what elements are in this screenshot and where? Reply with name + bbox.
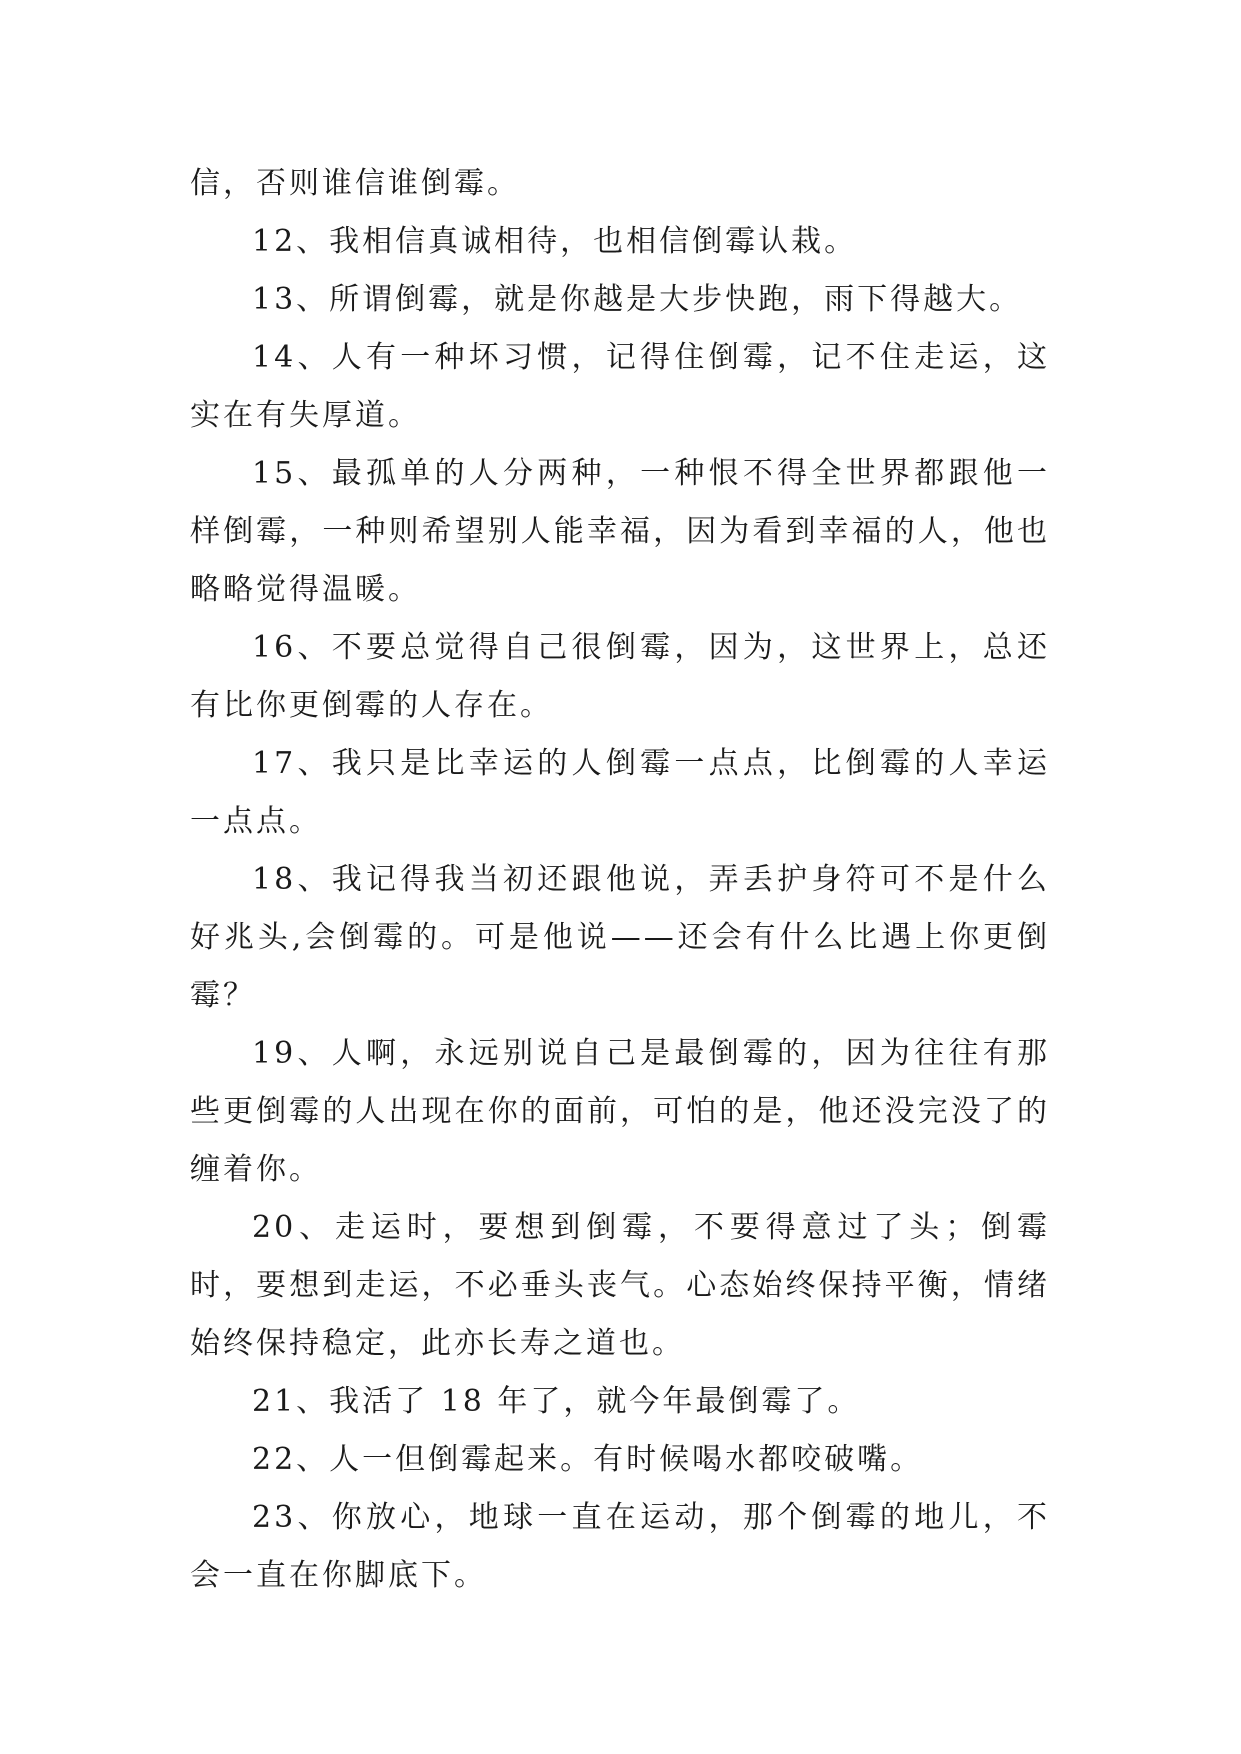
paragraph-12: 12、我相信真诚相待，也相信倒霉认栽。 [252,224,858,259]
paragraph-13: 13、所谓倒霉，就是你越是大步快跑，雨下得越大。 [252,282,1023,317]
paragraph-18: 18、我记得我当初还跟他说，弄丢护身符可不是什么好兆头,会倒霉的。可是他说——还会有什么比遇上你更倒霉？ [190,862,1050,1013]
paragraph-14: 14、人有一种坏习惯，记得住倒霉，记不住走运，这实在有失厚道。 [190,340,1050,433]
paragraph-20: 20、走运时，要想到倒霉，不要得意过了头；倒霉时，要想到走运，不必垂头丧气。心态始终保持平衡，情绪始终保持稳定，此亦长寿之道也。 [190,1210,1050,1361]
paragraph-21: 21、我活了 18 年了，就今年最倒霉了。 [252,1384,861,1419]
paragraph-23: 23、你放心，地球一直在运动，那个倒霉的地儿，不会一直在你脚底下。 [190,1500,1050,1593]
paragraph-22: 22、人一但倒霉起来。有时候喝水都咬破嘴。 [252,1442,924,1477]
paragraph-16: 16、不要总觉得自己很倒霉，因为，这世界上，总还有比你更倒霉的人存在。 [190,630,1050,723]
paragraph-15: 15、最孤单的人分两种，一种恨不得全世界都跟他一样倒霉，一种则希望别人能幸福，因为看到幸福的人，他也略略觉得温暖。 [190,456,1050,607]
document-body [190,155,1050,1605]
paragraph-continuation: 信，否则谁信谁倒霉。 [190,166,520,201]
paragraph-17: 17、我只是比幸运的人倒霉一点点，比倒霉的人幸运一点点。 [190,746,1050,839]
paragraph-19: 19、人啊，永远别说自己是最倒霉的，因为往往有那些更倒霉的人出现在你的面前，可怕的是，他还没完没了的缠着你。 [190,1036,1050,1187]
